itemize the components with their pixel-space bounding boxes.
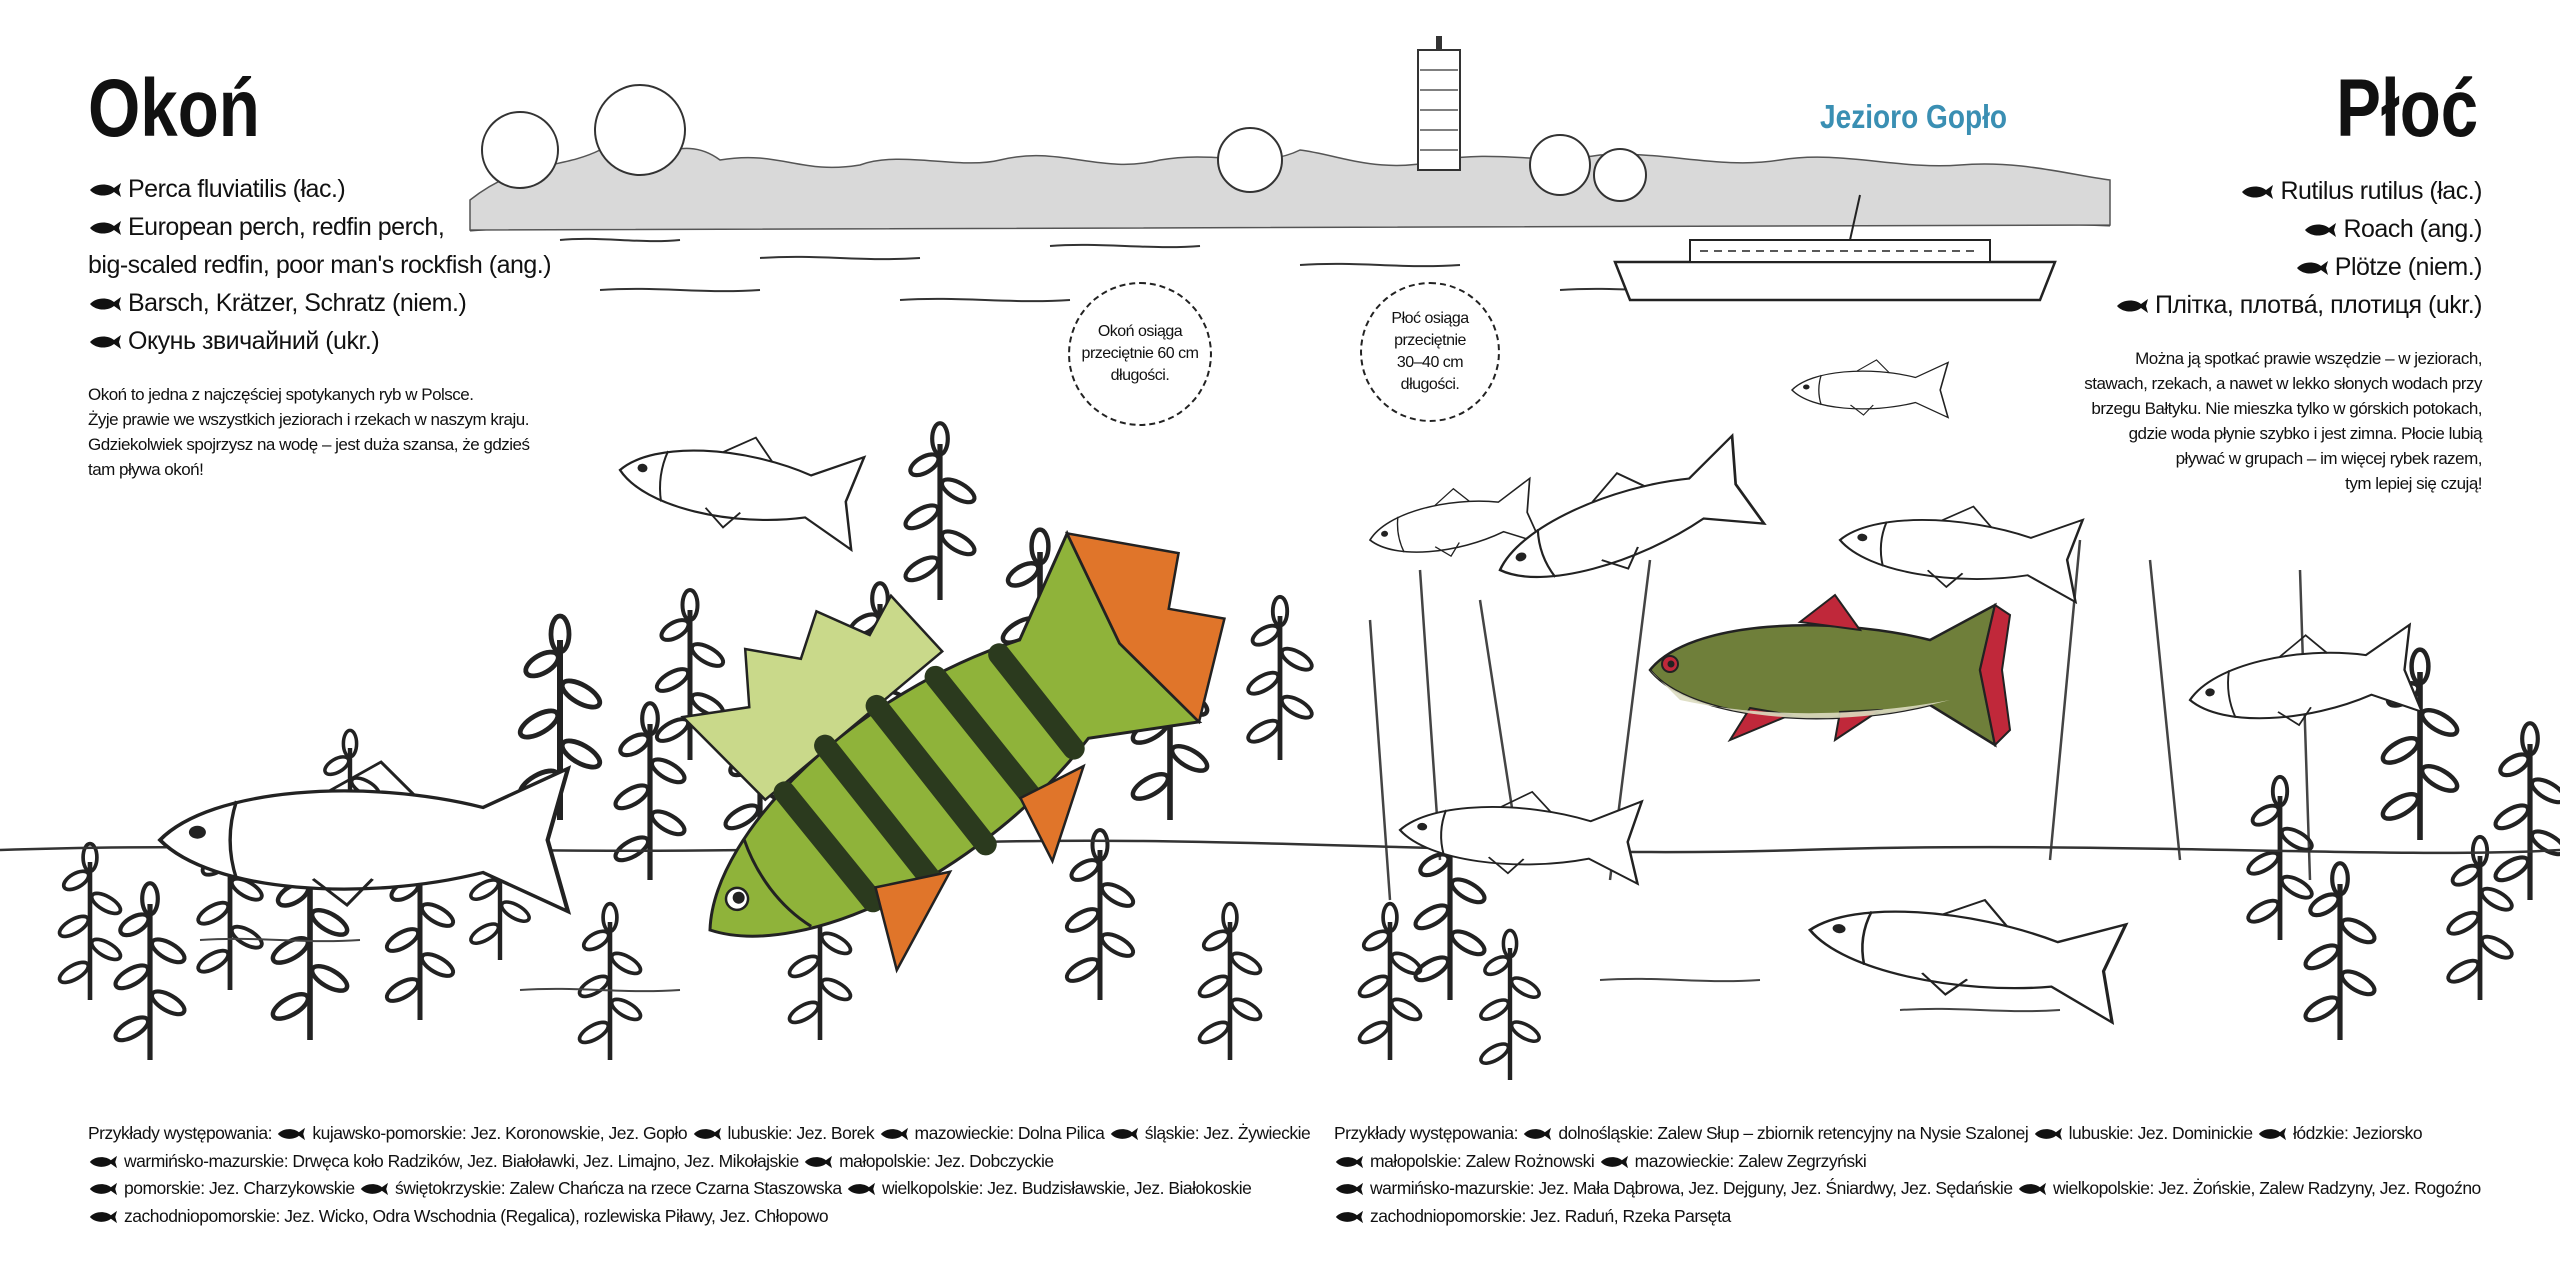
lake-panorama — [470, 36, 2110, 301]
perch-latin-name: Perca fluviatilis (łac.) — [128, 175, 346, 203]
fish-bullet-icon — [88, 220, 122, 236]
occurrence-text: mazowieckie: Zalew Zegrzyński — [1634, 1150, 1867, 1171]
occurrence-text: małopolskie: Zalew Rożnowski — [1370, 1150, 1595, 1171]
occurrence-text: lubuskie: Jez. Dominickie — [2068, 1123, 2253, 1143]
perch-names-list — [88, 170, 551, 360]
roach-outline-icon — [1803, 877, 2126, 1023]
name-row — [88, 284, 551, 322]
occurrence-item — [88, 1178, 355, 1198]
bubble-line: Okoń osiąga — [1097, 323, 1183, 340]
name-row — [88, 246, 551, 284]
occurrence-item — [359, 1178, 842, 1198]
page-title-roach: Płoć — [2335, 63, 2478, 154]
occurrence-text: warmińsko-mazurskie: Drwęca koło Radzików, Jez. Białoławki, Jez. Limajno, Jez. Mikołajskie — [124, 1150, 799, 1171]
occurrence-item — [1599, 1151, 1867, 1171]
fish-bullet-icon — [1334, 1210, 1364, 1224]
perch-size-bubble — [1068, 282, 1212, 426]
occurrence-text: lubuskie: Jez. Borek — [727, 1123, 875, 1143]
fish-bullet-icon — [1599, 1155, 1629, 1169]
occurrence-text: wielkopolskie: Jez. Żońskie, Zalew Radzyny, Jez. Rogoźno — [2052, 1178, 2481, 1198]
roach-latin-name: Rutilus rutilus (łac.) — [2280, 177, 2482, 205]
fish-bullet-icon — [2295, 260, 2329, 276]
occurrence-item — [1334, 1151, 1594, 1171]
fish-bullet-icon — [1109, 1127, 1139, 1141]
bubble-line: Płoć osiąga — [1391, 310, 1469, 327]
occurrence-text: zachodniopomorskie: Jez. Raduń, Rzeka Parsęta — [1370, 1205, 1731, 1226]
fish-bullet-icon — [1334, 1155, 1364, 1169]
occurrence-item — [803, 1151, 1054, 1171]
name-row — [2115, 172, 2482, 210]
occurrence-text: śląskie: Jez. Żywieckie — [1144, 1123, 1311, 1143]
page-title-perch: Okoń — [88, 63, 260, 154]
name-row — [88, 208, 551, 246]
paragraph-line: pływać w grupach – im więcej rybek razem, — [2175, 449, 2482, 468]
paragraph-line: gdzie woda płynie szybko i jest zimna. Płocie lubią — [2128, 424, 2482, 443]
roach-description — [1952, 346, 2482, 496]
fish-bullet-icon — [803, 1155, 833, 1169]
perch-outline-icon — [160, 762, 568, 912]
occurrence-item — [1522, 1123, 2028, 1143]
occurrence-item — [1334, 1178, 2013, 1198]
occurrence-item — [1334, 1206, 1731, 1226]
fish-bullet-icon — [1334, 1182, 1364, 1196]
roach-color-icon — [1650, 595, 2010, 745]
occurrence-text: kujawsko-pomorskie: Jez. Koronowskie, Jez. Gopło — [312, 1123, 688, 1143]
paragraph-line: Żyje prawie we wszystkich jeziorach i rzekach w naszym kraju. — [88, 410, 529, 429]
occurrence-item — [692, 1123, 875, 1143]
lake-label: Jezioro Gopło — [1820, 98, 2008, 135]
name-row — [88, 322, 551, 360]
perch-german-name: Barsch, Krätzer, Schratz (niem.) — [128, 289, 467, 317]
fish-bullet-icon — [846, 1182, 876, 1196]
perch-outline-icon — [613, 419, 864, 549]
paragraph-line: stawach, rzekach, a nawet w lekko słonych wodach przy — [2084, 374, 2482, 393]
roach-outline-icon — [1836, 495, 2083, 602]
paragraph-line: Można ją spotkać prawie wszędzie – w jeziorach, — [2135, 349, 2482, 368]
roach-names-list — [2115, 172, 2482, 324]
name-row — [2115, 286, 2482, 324]
fish-bullet-icon — [692, 1127, 722, 1141]
name-row — [88, 170, 551, 208]
roach-ukrainian-name: Плітка, плотвá, плотиця (ukr.) — [2154, 291, 2482, 319]
fish-bullet-icon — [88, 182, 122, 198]
paragraph-line: Gdziekolwiek spojrzysz na wodę – jest duża szansa, że gdzieś — [88, 435, 530, 454]
fish-bullet-icon — [276, 1127, 306, 1141]
fish-bullet-icon — [2303, 222, 2337, 238]
fish-bullet-icon — [879, 1127, 909, 1141]
bubble-line: przeciętnie 60 cm — [1081, 345, 1199, 362]
fish-bullet-icon — [359, 1182, 389, 1196]
fish-bullet-icon — [88, 1155, 118, 1169]
roach-occurrence-list — [1334, 1120, 2534, 1230]
fish-bullet-icon — [88, 1182, 118, 1196]
occurrence-text: łódzkie: Jeziorsko — [2293, 1123, 2423, 1143]
perch-english-name-cont: big-scaled redfin, poor man's rockfish (ang.) — [88, 251, 552, 279]
occurrence-text: pomorskie: Jez. Charzykowskie — [124, 1178, 355, 1198]
bubble-line: długości. — [1110, 367, 1170, 384]
fish-bullet-icon — [88, 334, 122, 350]
bubble-line: długości. — [1400, 376, 1460, 393]
perch-occurrence-list — [88, 1120, 1318, 1230]
fish-bullet-icon — [2115, 298, 2149, 314]
bubble-line: przeciętnie — [1394, 332, 1466, 349]
paragraph-line: brzegu Bałtyku. Nie mieszka tylko w górskich potokach, — [2091, 399, 2482, 418]
occurrence-item — [2017, 1178, 2481, 1198]
occurrence-item — [2257, 1123, 2422, 1143]
occurrence-item — [2033, 1123, 2253, 1143]
occurrence-item — [88, 1151, 799, 1171]
paragraph-line: tym lepiej się czują! — [2345, 474, 2482, 493]
occurrence-text: dolnośląskie: Zalew Słup – zbiornik retencyjny na Nysie Szalonej — [1558, 1123, 2029, 1143]
occurrence-item — [276, 1123, 687, 1143]
roach-english-name: Roach (ang.) — [2343, 215, 2482, 243]
occurrence-text: wielkopolskie: Jez. Budzisławskie, Jez. Białokoskie — [881, 1178, 1252, 1198]
occurrence-text: zachodniopomorskie: Jez. Wicko, Odra Wschodnia (Regalica), rozlewiska Piławy, Jez. Chłopowo — [124, 1205, 829, 1226]
paragraph-line: Okoń to jedna z najczęściej spotykanych ryb w Polsce. — [88, 385, 474, 404]
bubble-line: 30–40 cm — [1396, 354, 1464, 371]
roach-german-name: Plötze (niem.) — [2334, 253, 2482, 281]
seaweed-left — [57, 423, 1315, 1060]
occurrence-text: warmińsko-mazurskie: Jez. Mała Dąbrowa, Jez. Dejguny, Jez. Śniardwy, Jez. Sędańskie — [1370, 1178, 2013, 1198]
occurrence-item — [1109, 1123, 1311, 1143]
occurrence-text: małopolskie: Jez. Dobczyckie — [839, 1150, 1054, 1171]
perch-english-name: European perch, redfin perch, — [128, 213, 445, 241]
occurrence-item — [879, 1123, 1105, 1143]
fish-bullet-icon — [2240, 184, 2274, 200]
roach-outline-icon — [1792, 360, 1948, 418]
occurrence-text: świętokrzyskie: Zalew Chańcza na rzece Czarna Staszowska — [394, 1178, 842, 1198]
occurrence-label: Przykłady występowania: — [88, 1123, 272, 1143]
fish-bullet-icon — [88, 1210, 118, 1224]
occurrence-item — [846, 1178, 1251, 1198]
perch-ukrainian-name: Окунь звичайний (ukr.) — [128, 327, 380, 355]
roach-outline-icon — [1398, 785, 1642, 884]
paragraph-line: tam pływa okoń! — [88, 460, 204, 479]
occurrence-text: mazowieckie: Dolna Pilica — [914, 1123, 1105, 1143]
fish-bullet-icon — [1522, 1127, 1552, 1141]
occurrence-label: Przykłady występowania: — [1334, 1123, 1518, 1143]
fish-bullet-icon — [88, 296, 122, 312]
roach-size-bubble — [1360, 282, 1500, 422]
fish-bullet-icon — [2017, 1182, 2047, 1196]
fish-bullet-icon — [2033, 1127, 2063, 1141]
fish-bullet-icon — [2257, 1127, 2287, 1141]
name-row — [2115, 210, 2482, 248]
perch-description — [88, 382, 558, 482]
name-row — [2115, 248, 2482, 286]
occurrence-item — [88, 1206, 828, 1226]
